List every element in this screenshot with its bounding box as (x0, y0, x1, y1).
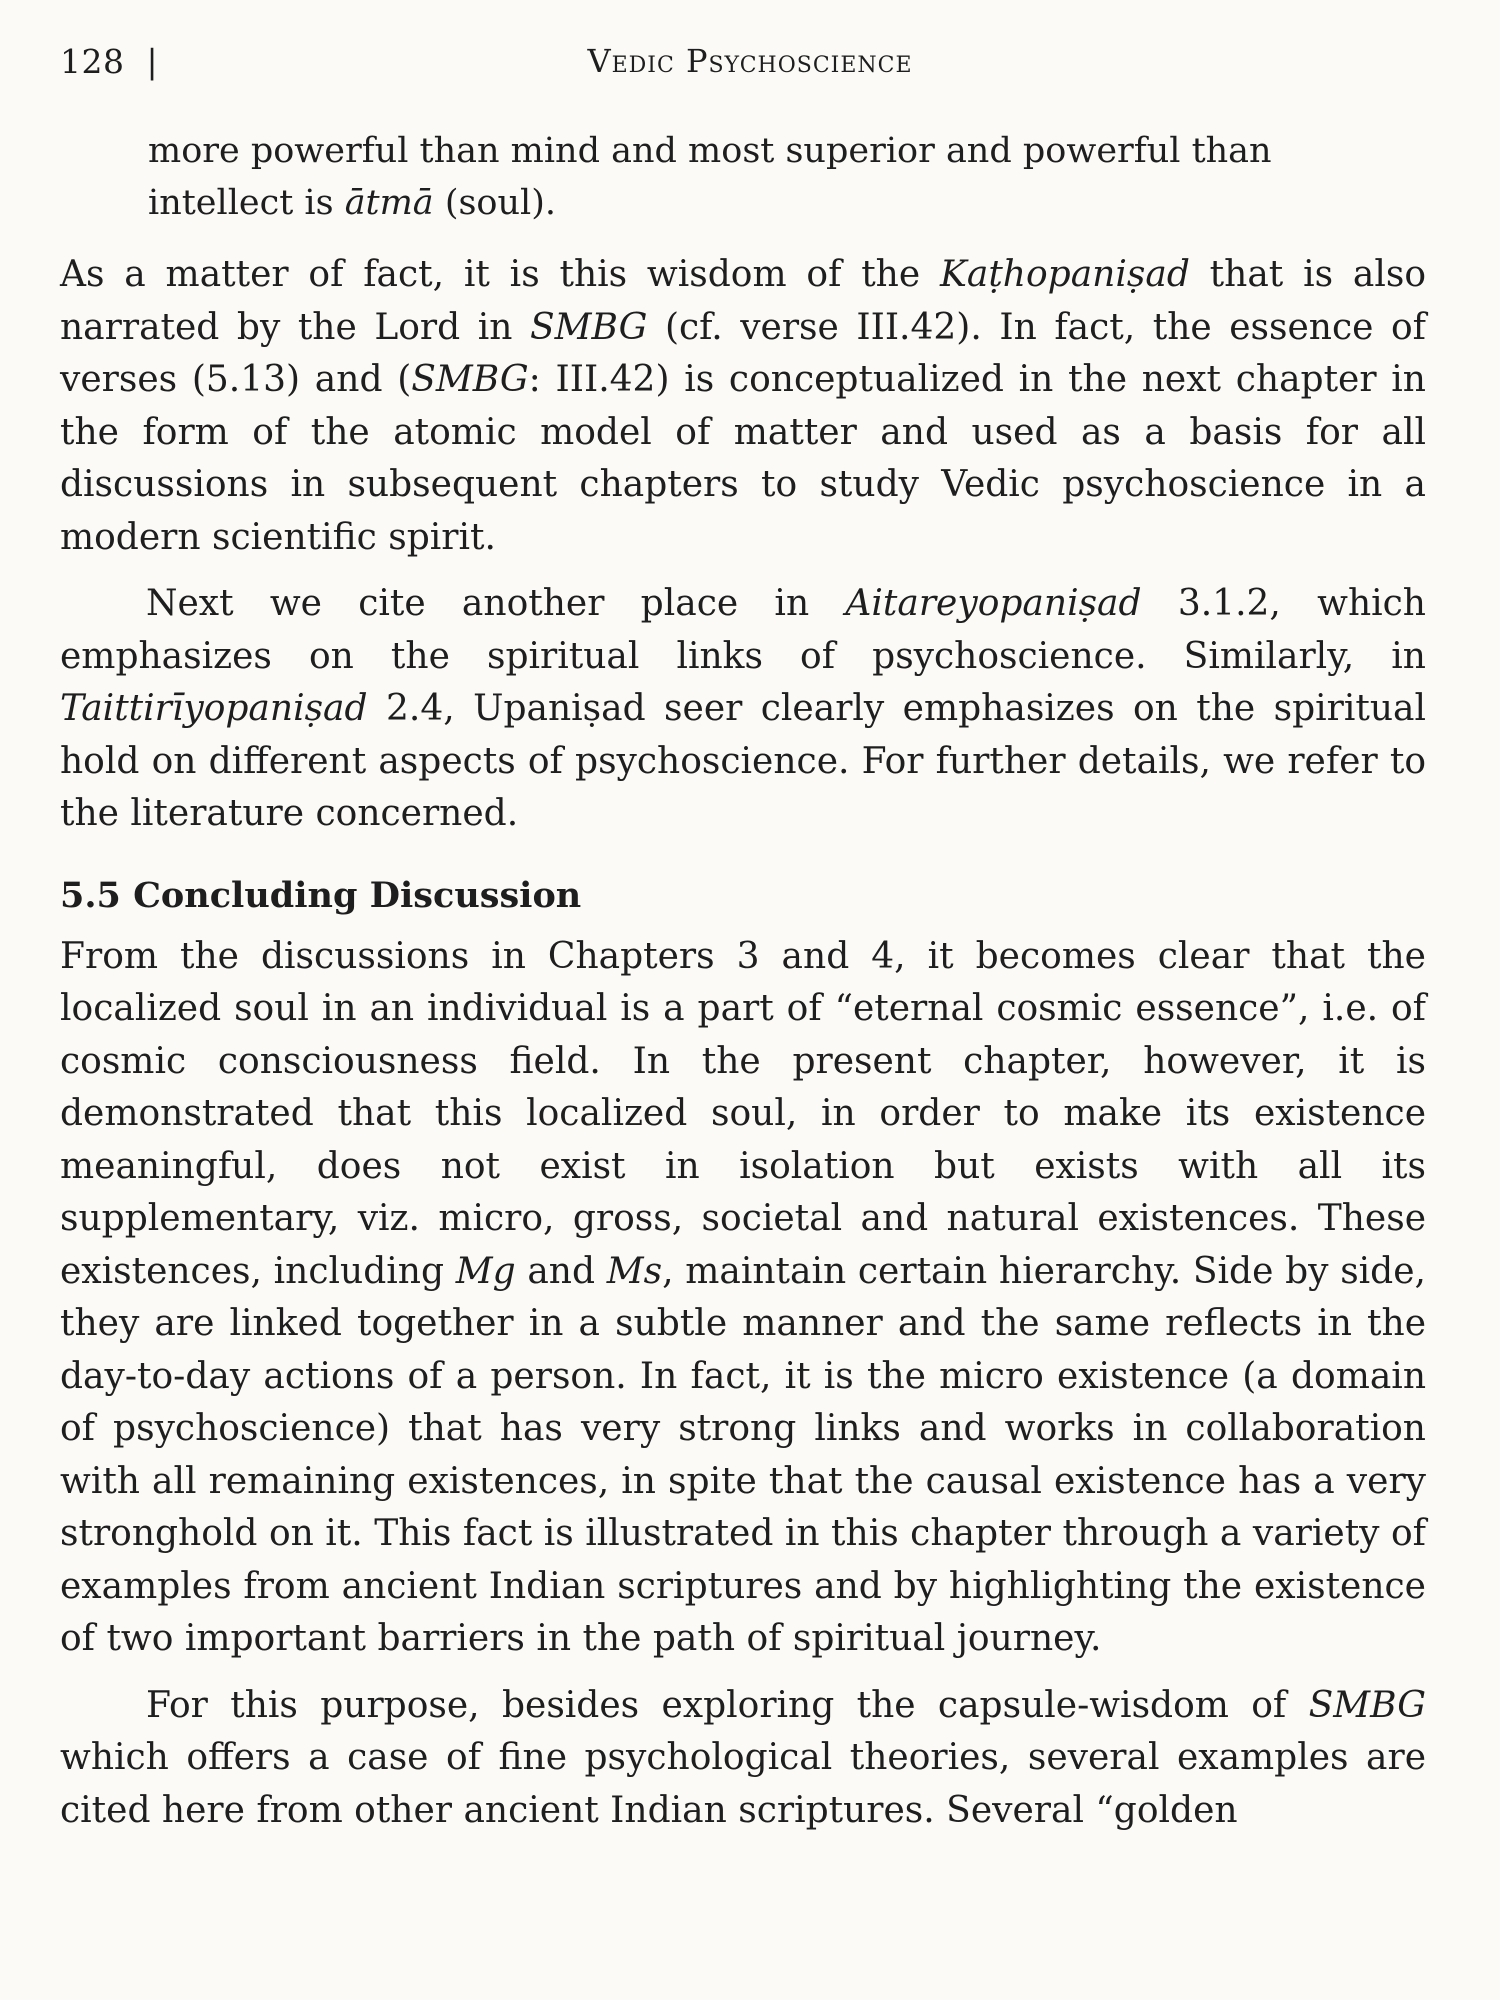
paragraph-4: For this purpose, besides exploring the capsule-wisdom of SMBG which offers a case of fine psychological theories, several examples are cited here from other ancient Indian scriptures. Several “golden (60, 1684, 1426, 1831)
paragraph-3: From the discussions in Chapters 3 and 4, it becomes clear that the localized soul in an individual is a part of “eternal cosmic essence”, i.e. of cosmic consciousness field. In the present chapter, however, it is demonstrated that this localized soul, in order to make its existence meaningful, does not exist in isolation but exists with all its supplementary, viz. micro, gross, societal and natural existences. These existences, including Mg and Ms, maintain certain hierarchy. Side by side, they are linked together in a subtle manner and the same reflects in the day-to-day actions of a person. In fact, it is the micro existence (a domain of psychoscience) that has very strong links and works in collaboration with all remaining existences, in spite that the causal existence has a very stronghold on it. This fact is illustrated in this chapter through a variety of examples from ancient Indian scriptures and by highlighting the existence of two important barriers in the path of spiritual journey. (60, 935, 1426, 1659)
page-body (60, 125, 1426, 1837)
page-header (60, 42, 1440, 92)
page-number: 128 | (60, 42, 159, 81)
paragraph-2: Next we cite another place in Aitareyopaniṣad 3.1.2, which emphasizes on the spiritual links of psychoscience. Similarly, in Taittirīyopaniṣad 2.4, Upaniṣad seer clearly emphasizes on the spiritual hold on different aspects of psychoscience. For further details, we refer to the literature concerned. (60, 583, 1426, 834)
block-quote: more powerful than mind and most superior and powerful than intellect is ātmā (soul). (148, 131, 1272, 223)
section-heading: 5.5 Concluding Discussion (60, 874, 582, 916)
header-separator: | (146, 42, 159, 81)
paragraph-1: As a matter of fact, it is this wisdom of the Kaṭhopaniṣad that is also narrated by the Lord in SMBG (cf. verse III.42). In fact, the essence of verses (5.13) and (SMBG: III.42) is conceptualized in the next chapter in the form of the atomic model of matter and used as a basis for all discussions in subsequent chapters to study Vedic psychoscience in a modern scientific spirit. (60, 254, 1427, 558)
running-title: Vedic Psychoscience (587, 42, 913, 80)
